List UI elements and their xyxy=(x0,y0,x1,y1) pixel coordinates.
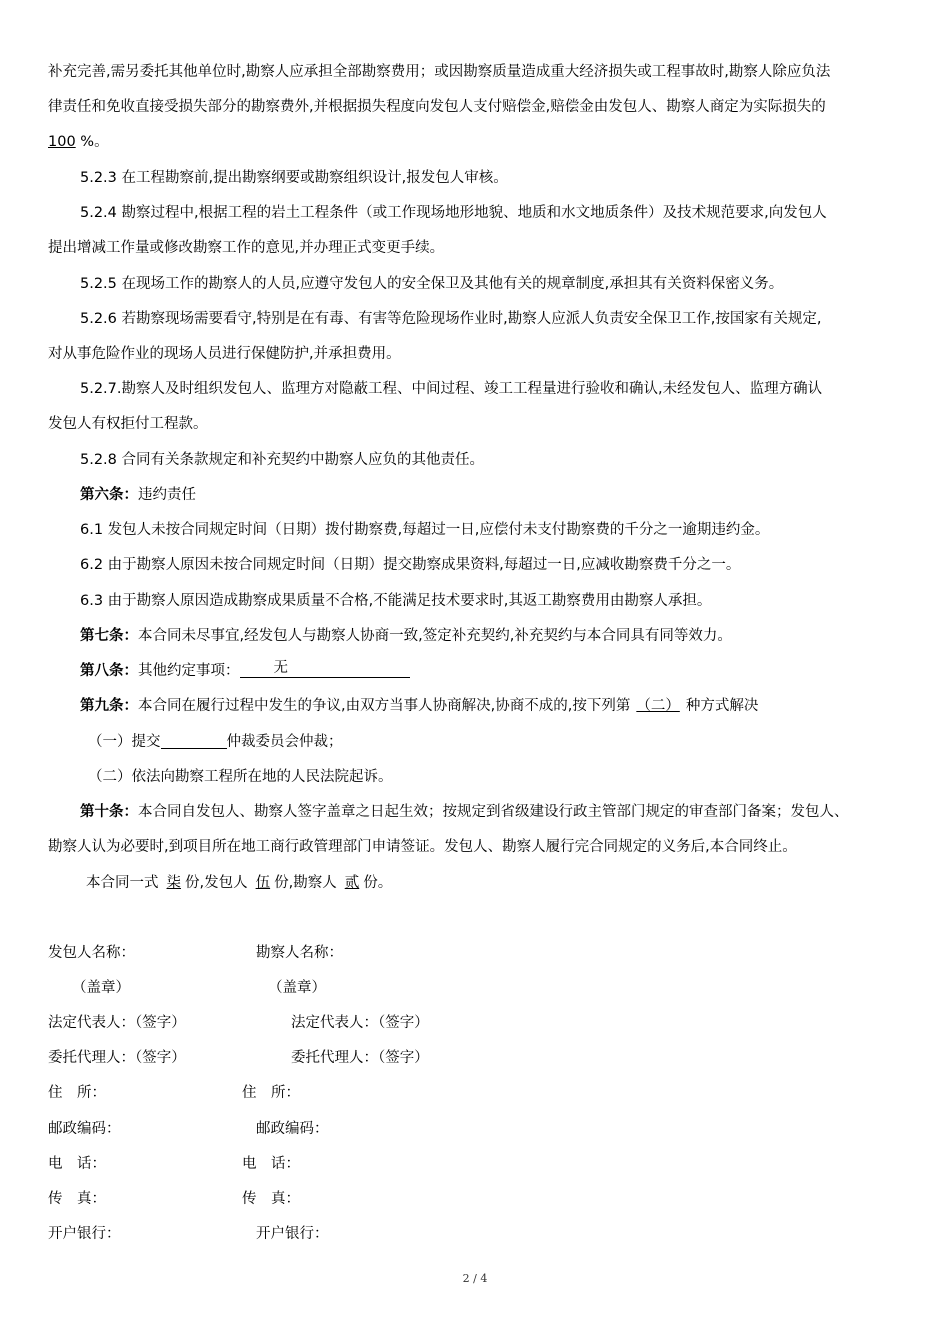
client-phone-label: 电 话： xyxy=(48,1156,106,1172)
surveyor-address-label: 住 所： xyxy=(242,1085,300,1101)
arbitration-committee-field xyxy=(161,732,227,749)
article-8-text: 其他约定事项： xyxy=(138,663,240,679)
clause-5-2-5: 5.2.5 在现场工作的勘察人的人员,应遵守发包人的安全保卫及其他有关的规章制度,承担其有关资料保密义务。 xyxy=(80,276,784,292)
article-9-label: 第九条： xyxy=(80,698,138,714)
surveyor-postcode-label: 邮政编码： xyxy=(256,1121,329,1137)
client-name-label: 发包人名称： xyxy=(48,945,135,961)
article-6 xyxy=(80,485,196,505)
copies-surveyor-value: 贰 xyxy=(344,875,360,891)
client-postcode-label: 邮政编码： xyxy=(48,1121,121,1137)
client-fax-label: 传 真： xyxy=(48,1191,106,1207)
clause-5-2-7: 5.2.7.勘察人及时组织发包人、监理方对隐蔽工程、中间过程、竣工工程量进行验收和确认,未经发包人、监理方确认 xyxy=(80,381,823,397)
client-seal-label: （盖章） xyxy=(72,980,130,996)
article-10-text: 本合同自发包人、勘察人签字盖章之日起生效；按规定到省级建设行政主管部门规定的审查部门备案；发包人、 xyxy=(138,804,849,820)
copies-statement xyxy=(86,873,392,893)
clause-5-2-4-cont: 提出增减工作量或修改勘察工作的意见,并办理正式变更手续。 xyxy=(48,240,445,256)
dispute-option-1 xyxy=(88,732,343,752)
clause-5-2-6: 5.2.6 若勘察现场需要看守,特别是在有毒、有害等危险现场作业时,勘察人应派人负责安全保卫工作,按国家有关规定, xyxy=(80,311,822,327)
paragraph-line: 补充完善,需另委托其他单位时,勘察人应承担全部勘察费用；或因勘察质量造成重大经济损失或工程事故时,勘察人除应负法 xyxy=(48,64,831,80)
other-terms-field xyxy=(240,661,410,678)
article-10-label: 第十条： xyxy=(80,804,138,820)
clause-6-1: 6.1 发包人未按合同规定时间（日期）拨付勘察费,每超过一日,应偿付未支付勘察费的千分之一逾期违约金。 xyxy=(80,522,770,538)
option-1-prefix: （一）提交 xyxy=(88,734,161,750)
clause-5-2-3: 5.2.3 在工程勘察前,提出勘察纲要或勘察组织设计,报发包人审核。 xyxy=(80,170,508,186)
copies-client-value: 伍 xyxy=(255,875,271,891)
article-8-label: 第八条： xyxy=(80,663,138,679)
article-10 xyxy=(80,802,849,822)
clause-6-3: 6.3 由于勘察人原因造成勘察成果质量不合格,不能满足技术要求时,其返工勘察费用由勘察人承担。 xyxy=(80,593,712,609)
other-terms-value: 无 xyxy=(273,660,288,676)
clause-5-2-6-cont: 对从事危险作业的现场人员进行保健防护,并承担费用。 xyxy=(48,346,401,362)
article-8 xyxy=(80,661,410,681)
copies-mid-1: 份,发包人 xyxy=(185,875,248,891)
article-10-cont: 勘察人认为必要时,到项目所在地工商行政管理部门申请签证。发包人、勘察人履行完合同规定的义务后,本合同终止。 xyxy=(48,839,797,855)
article-6-title: 违约责任 xyxy=(138,487,196,503)
surveyor-legal-rep-label: 法定代表人：（签字） xyxy=(291,1015,429,1031)
copies-prefix: 本合同一式 xyxy=(86,875,159,891)
client-bank-label: 开户银行： xyxy=(48,1226,121,1242)
client-legal-rep-label: 法定代表人：（签字） xyxy=(48,1015,186,1031)
surveyor-agent-label: 委托代理人：（签字） xyxy=(291,1050,429,1066)
paragraph-line xyxy=(48,132,109,152)
clause-5-2-4: 5.2.4 勘察过程中,根据工程的岩土工程条件（或工作现场地形地貌、地质和水文地质条件）及技术规范要求,向发包人 xyxy=(80,205,827,221)
surveyor-phone-label: 电 话： xyxy=(242,1156,300,1172)
copies-suffix: 份。 xyxy=(363,875,393,891)
article-9 xyxy=(80,696,758,716)
article-9-text: 本合同在履行过程中发生的争议,由双方当事人协商解决,协商不成的,按下列第 xyxy=(138,698,631,714)
dispute-option-2: （二）依法向勘察工程所在地的人民法院起诉。 xyxy=(88,769,393,785)
clause-5-2-7-cont: 发包人有权拒付工程款。 xyxy=(48,416,208,432)
option-1-suffix: 仲裁委员会仲裁； xyxy=(226,734,343,750)
percent-suffix: %。 xyxy=(80,134,109,150)
article-7-label: 第七条： xyxy=(80,628,138,644)
surveyor-name-label: 勘察人名称： xyxy=(256,945,343,961)
paragraph-line: 律责任和免收直接受损失部分的勘察费外,并根据损失程度向发包人支付赔偿金,赔偿金由发包人、勘察人商定为实际损失的 xyxy=(48,99,826,115)
article-7-text: 本合同未尽事宜,经发包人与勘察人协商一致,签定补充契约,补充契约与本合同具有同等效力。 xyxy=(138,628,732,644)
client-agent-label: 委托代理人：（签字） xyxy=(48,1050,186,1066)
client-address-label: 住 所： xyxy=(48,1085,106,1101)
article-6-label: 第六条： xyxy=(80,487,138,503)
dispute-method-value: （二） xyxy=(636,698,680,714)
article-7 xyxy=(80,626,732,646)
copies-total-value: 柒 xyxy=(166,875,181,891)
clause-6-2: 6.2 由于勘察人原因未按合同规定时间（日期）提交勘察成果资料,每超过一日,应减收勘察费千分之一。 xyxy=(80,557,741,573)
page-number: 2 / 4 xyxy=(462,1272,488,1285)
copies-mid-2: 份,勘察人 xyxy=(274,875,337,891)
loss-percentage-value: 100 xyxy=(48,134,76,150)
article-9-suffix: 种方式解决 xyxy=(685,698,759,714)
clause-5-2-8: 5.2.8 合同有关条款规定和补充契约中勘察人应负的其他责任。 xyxy=(80,452,485,468)
surveyor-fax-label: 传 真： xyxy=(242,1191,300,1207)
surveyor-seal-label: （盖章） xyxy=(268,980,326,996)
surveyor-bank-label: 开户银行： xyxy=(256,1226,329,1242)
